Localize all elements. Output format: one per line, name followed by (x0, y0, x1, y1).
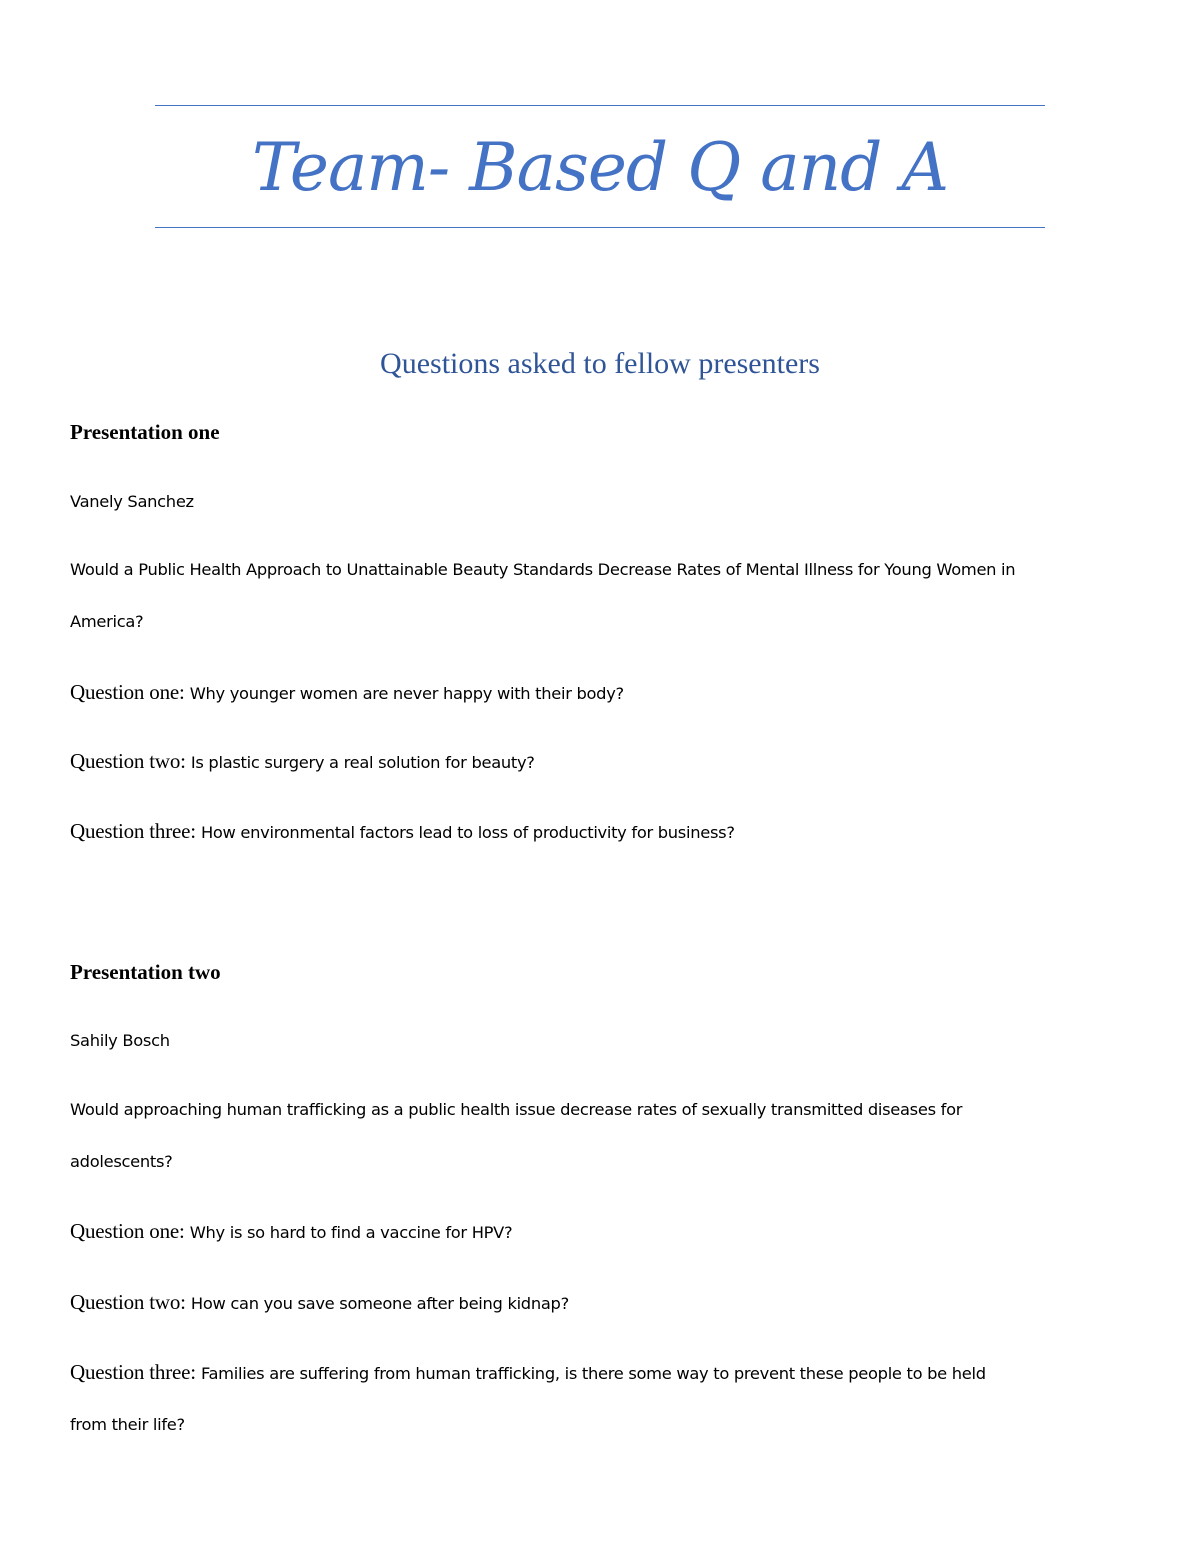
presentation-one-question-three (70, 805, 1140, 859)
question-label: Question two: (70, 1290, 191, 1314)
question-label: Question three: (70, 819, 201, 843)
presentation-two-topic-line1: Would approaching human trafficking as a public health issue decrease rates of sexually transmitted diseases for (70, 1100, 963, 1119)
presentation-two-question-one (70, 1205, 1140, 1259)
presentation-two-question-two (70, 1276, 1140, 1330)
question-label: Question two: (70, 749, 191, 773)
title-rule-top (155, 105, 1045, 106)
presentation-one-heading: Presentation one (70, 420, 220, 444)
presentation-two-question-three-continued: from their life? (70, 1415, 185, 1434)
presentation-two-heading: Presentation two (70, 960, 221, 984)
presentation-one-question-one (70, 666, 1140, 720)
question-text: Why is so hard to find a vaccine for HPV? (189, 1223, 513, 1242)
presentation-one-topic-line1: Would a Public Health Approach to Unattainable Beauty Standards Decrease Rates of Mental Illness for Young Women in (70, 560, 1016, 579)
document-subtitle: Questions asked to fellow presenters (380, 347, 820, 380)
document-title: Team- Based Q and A (251, 129, 948, 206)
presentation-one-question-two (70, 735, 1140, 789)
presentation-one-presenter: Vanely Sanchez (70, 492, 194, 511)
title-rule-bottom (155, 227, 1045, 228)
question-text: Is plastic surgery a real solution for beauty? (190, 753, 535, 772)
presentation-one-topic-line2: America? (70, 612, 144, 631)
question-label: Question one: (70, 680, 190, 704)
question-text: How environmental factors lead to loss of productivity for business? (200, 823, 735, 842)
question-label: Question one: (70, 1219, 190, 1243)
presentation-two-question-three (70, 1346, 1140, 1400)
presentation-two-topic-line2: adolescents? (70, 1152, 173, 1171)
question-text: Why younger women are never happy with their body? (189, 684, 624, 703)
question-label: Question three: (70, 1360, 201, 1384)
question-text: Families are suffering from human trafficking, is there some way to prevent these people to be held (200, 1364, 986, 1383)
presentation-two-presenter: Sahily Bosch (70, 1031, 170, 1050)
question-text: How can you save someone after being kidnap? (190, 1294, 569, 1313)
